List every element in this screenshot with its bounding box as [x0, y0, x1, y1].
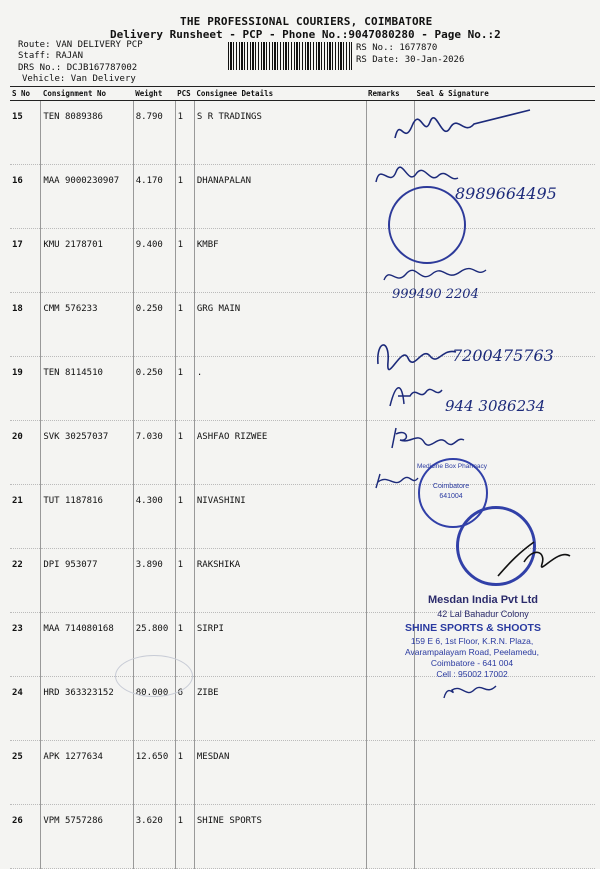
signature-row-24 — [494, 532, 574, 582]
col-sno: S No — [10, 87, 41, 101]
col-remarks: Remarks — [366, 87, 414, 101]
cell-pcs: 1 — [175, 485, 194, 549]
cell-consignment: TEN 8114510 — [41, 357, 133, 421]
cell-weight: 8.790 — [133, 101, 175, 165]
cell-consignee: NIVASHINI — [194, 485, 366, 549]
shine-stamp-address-1: 159 E 6, 1st Floor, K.R.N. Plaza, — [410, 636, 534, 646]
cell-consignment: DPI 953077 — [41, 549, 133, 613]
cell-pcs: 1 — [175, 165, 194, 229]
cell-weight: 0.250 — [133, 293, 175, 357]
cell-weight: 9.400 — [133, 229, 175, 293]
cell-sno: 22 — [10, 549, 41, 613]
signature-row-23 — [372, 470, 422, 492]
cell-sno: 18 — [10, 293, 41, 357]
signature-row-15 — [390, 108, 540, 150]
cell-consignment: HRD 363323152 — [41, 677, 133, 741]
handwritten-phone-19: 999490 2204 — [392, 287, 479, 302]
cell-signature — [414, 805, 595, 869]
cell-pcs: 1 — [175, 741, 194, 805]
handwritten-phone-16: 8989664495 — [455, 184, 557, 203]
faint-stamp-impression — [115, 655, 193, 697]
col-weight: Weight — [133, 87, 175, 101]
cell-remarks — [366, 741, 414, 805]
cell-weight: 4.170 — [133, 165, 175, 229]
signature-row-22 — [388, 424, 468, 454]
mesdan-stamp-name: Mesdan India Pvt Ltd — [427, 594, 538, 606]
cell-consignee: SIRPI — [194, 613, 366, 677]
col-pcs: PCS — [175, 87, 194, 101]
signature-row-21 — [386, 376, 446, 412]
cell-sno: 15 — [10, 101, 41, 165]
table-header-row — [10, 87, 595, 101]
cell-weight: 3.890 — [133, 549, 175, 613]
cell-pcs: 1 — [175, 101, 194, 165]
shine-stamp-city: Coimbatore - 641 004 — [430, 658, 514, 668]
cell-consignee: MESDAN — [194, 741, 366, 805]
cell-weight: 4.300 — [133, 485, 175, 549]
cell-consignee: RAKSHIKA — [194, 549, 366, 613]
table-row — [10, 421, 595, 485]
cell-consignment: SVK 30257037 — [41, 421, 133, 485]
shine-stamp-name: SHINE SPORTS & SHOOTS — [405, 622, 541, 634]
cell-consignee: ASHFAO RIZWEE — [194, 421, 366, 485]
cell-sno: 19 — [10, 357, 41, 421]
cell-sno: 16 — [10, 165, 41, 229]
table-row — [10, 677, 595, 741]
cell-weight: 7.030 — [133, 421, 175, 485]
runsheet-table — [10, 86, 595, 869]
rs-date: RS Date: 30-Jan-2026 — [356, 55, 465, 65]
cell-sno: 23 — [10, 613, 41, 677]
cell-consignee: ZIBE — [194, 677, 366, 741]
table-row — [10, 741, 595, 805]
cell-signature — [414, 741, 595, 805]
cell-sno: 21 — [10, 485, 41, 549]
staff-label: Staff: RAJAN — [18, 51, 84, 61]
signature-row-18 — [380, 262, 490, 290]
cell-pcs: 1 — [175, 613, 194, 677]
cell-sno: 20 — [10, 421, 41, 485]
cell-consignee: DHANAPALAN — [194, 165, 366, 229]
runsheet-heading: Delivery Runsheet - PCP - Phone No.:9047080280 - Page No.:2 — [110, 28, 501, 41]
signature-row-26 — [440, 678, 500, 704]
cell-weight: 3.620 — [133, 805, 175, 869]
cell-consignee: SHINE SPORTS — [194, 805, 366, 869]
table-row — [10, 229, 595, 293]
cell-sno: 26 — [10, 805, 41, 869]
pharmacy-stamp-name: Medicine Box Pharmacy — [416, 463, 488, 470]
cell-weight: 12.650 — [133, 741, 175, 805]
cell-consignee: GRG MAIN — [194, 293, 366, 357]
mesdan-stamp-address: 42 Lal Bahadur Colony — [437, 609, 529, 619]
cell-consignment: KMU 2178701 — [41, 229, 133, 293]
cell-consignment: VPM 5757286 — [41, 805, 133, 869]
cell-sno: 17 — [10, 229, 41, 293]
handwritten-phone-20: 7200475763 — [452, 346, 554, 365]
shine-stamp-address-2: Avarampalayam Road, Peelamedu, — [404, 647, 540, 657]
cell-pcs: 1 — [175, 421, 194, 485]
cell-weight: 25.800 — [133, 613, 175, 677]
cell-consignee: S R TRADINGS — [194, 101, 366, 165]
cell-sno: 25 — [10, 741, 41, 805]
cell-sno: 24 — [10, 677, 41, 741]
rs-number: RS No.: 1677870 — [356, 43, 438, 53]
cell-consignment: CMM 576233 — [41, 293, 133, 357]
shine-stamp-cell: Cell : 95002 17002 — [436, 669, 508, 679]
cell-consignment: APK 1277634 — [41, 741, 133, 805]
handwritten-phone-21: 944 3086234 — [445, 397, 546, 415]
table-row — [10, 805, 595, 869]
cell-remarks — [366, 805, 414, 869]
cell-consignee: . — [194, 357, 366, 421]
cell-remarks — [366, 485, 414, 549]
cell-consignee: KMBF — [194, 229, 366, 293]
company-seal-stamp — [388, 186, 466, 264]
cell-remarks — [366, 677, 414, 741]
cell-weight: 0.250 — [133, 357, 175, 421]
signature-row-20 — [372, 334, 462, 374]
cell-pcs: 1 — [175, 357, 194, 421]
cell-consignment: MAA 9000230907 — [41, 165, 133, 229]
pharmacy-stamp-city: Coimbatore — [432, 483, 470, 490]
col-seal-signature: Seal & Signature — [414, 87, 595, 101]
vehicle-label: Vehicle: Van Delivery — [22, 74, 136, 84]
cell-pcs: 1 — [175, 293, 194, 357]
cell-consignment: TUT 1187816 — [41, 485, 133, 549]
col-consignee: Consignee Details — [194, 87, 366, 101]
cell-pcs: 1 — [175, 229, 194, 293]
pharmacy-stamp-pin: 641004 — [439, 493, 463, 500]
drs-number: DRS No.: DCJB167787002 — [18, 63, 138, 73]
route-label: Route: VAN DELIVERY PCP — [18, 40, 143, 50]
barcode-image — [228, 42, 352, 70]
cell-consignment: TEN 8089386 — [41, 101, 133, 165]
cell-pcs: 1 — [175, 549, 194, 613]
col-consignment: Consignment No — [41, 87, 133, 101]
cell-pcs: 6 — [175, 677, 194, 741]
cell-weight: 80.000 — [133, 677, 175, 741]
cell-pcs: 1 — [175, 805, 194, 869]
company-title: THE PROFESSIONAL COURIERS, COIMBATORE — [180, 15, 433, 28]
cell-consignment: MAA 714080168 — [41, 613, 133, 677]
